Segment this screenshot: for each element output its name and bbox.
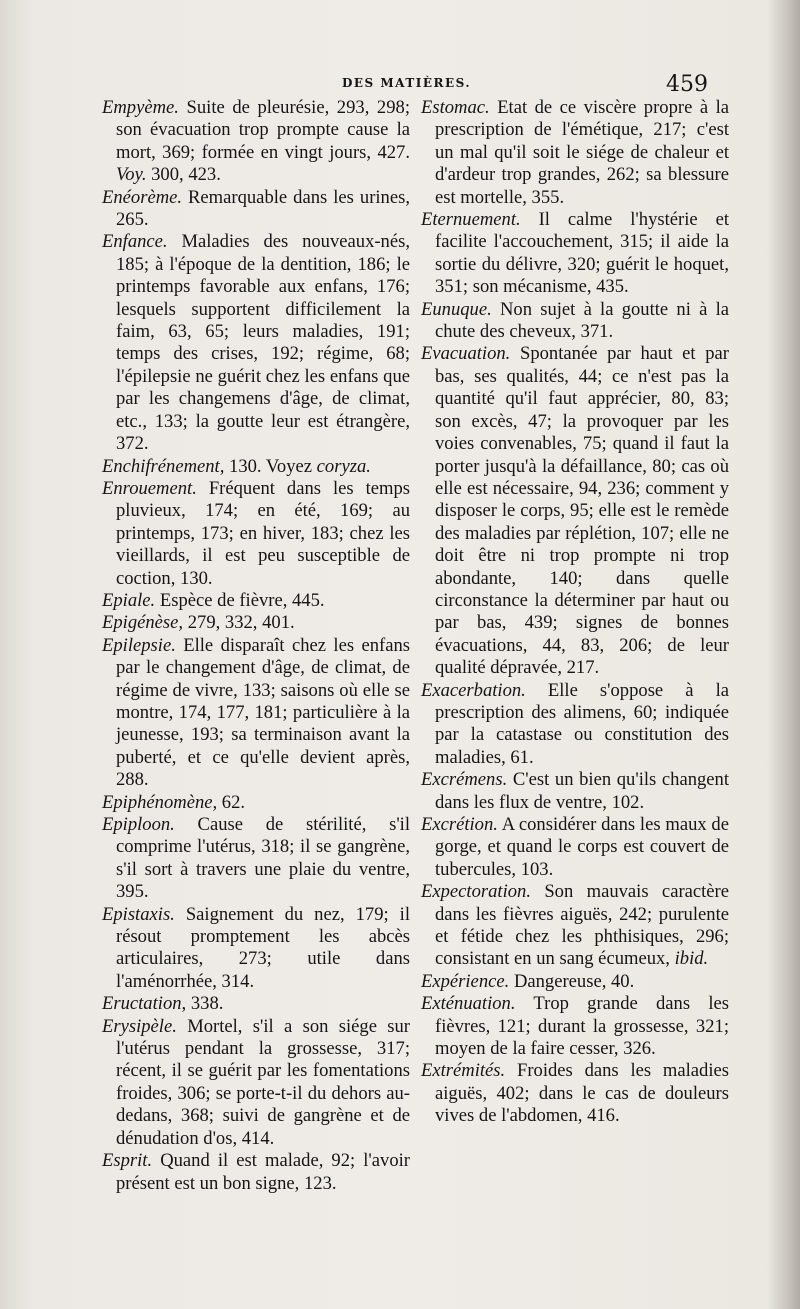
index-term: Exténuation. xyxy=(421,993,516,1015)
index-entry xyxy=(421,881,729,971)
index-entry xyxy=(102,814,410,904)
index-entry xyxy=(102,993,410,1015)
index-term: Epiale. xyxy=(102,589,156,611)
index-entry xyxy=(102,590,410,612)
index-term: Extrémités. xyxy=(421,1060,506,1082)
index-references: Quand il est malade, 92; l'avoir présent est un bon signe, 123. xyxy=(116,1150,410,1194)
index-references: Etat de ce viscère propre à la prescription de l'émétique, 217; c'est un mal qu'il soit le siége de chaleur et d'ardeur trop grandes, 262; sa blessure est mortelle, 355. xyxy=(435,97,729,208)
index-references: Elle disparaît chez les enfans par le changement d'âge, de climat, de régime de vivre, 133; saisons où elle se montre, 174, 177, 181; particulière à la jeunesse, 193; sa terminaison avant la puberté, et ce qu'elle devient après, 288. xyxy=(116,634,410,791)
index-term: Eunuque. xyxy=(421,298,492,320)
index-references: 130. Voyez xyxy=(229,455,313,477)
index-entry xyxy=(421,993,729,1060)
index-references: Remarquable dans les urines, 265. xyxy=(116,186,410,231)
index-term: Esprit. xyxy=(102,1150,153,1172)
index-references: 338. xyxy=(190,993,224,1015)
index-entry xyxy=(102,456,410,478)
index-entry xyxy=(421,299,729,344)
index-entry xyxy=(421,209,729,299)
index-entry xyxy=(102,231,410,455)
index-term: Erysipèle. xyxy=(102,1015,177,1037)
index-entry xyxy=(102,1150,410,1195)
index-entry xyxy=(102,1016,410,1150)
index-references: 279, 332, 401. xyxy=(187,612,295,634)
index-entry xyxy=(102,612,410,634)
index-reference-italic: Voy. xyxy=(116,164,147,186)
index-references: Spontanée par haut et par bas, ses qualités, 44; ce n'est pas la quantité qu'il faut apprécier, 80, 83; son excès, 47; la provoquer par les voies convenables, 75; quand il faut la porter jusqu'à la défaillance, 80; cas où elle est nécessaire, 94, 236; comment y disposer le corps, 95; elle est le remède des maladies par réplétion, 107; elle ne doit être ni trop prompte ni trop abondante, 140; dans quelle circonstance la déterminer par haut ou par bas, 439; signes de bonnes évacuations, 44, 83, 206; de leur qualité dépravée, 217. xyxy=(435,343,729,679)
index-reference-italic: coryza. xyxy=(316,455,371,477)
index-column-left xyxy=(102,97,410,1195)
index-term: Empyème. xyxy=(102,97,179,118)
index-references: Maladies des nouveaux-nés, 185; à l'époque de la dentition, 186; le printemps favorable aux enfans, 176; lesquels supportent difficilement la faim, 63, 65; leurs maladies, 191; temps des crises, 192; régime, 68; l'épilepsie ne guérit chez les enfans que par les changemens d'âge, de climat, etc., 133; la goutte leur est étrangère, 372. xyxy=(116,231,410,455)
index-references: 62. xyxy=(221,791,246,813)
index-term: Enrouement. xyxy=(102,477,197,499)
index-column-right xyxy=(421,97,729,1128)
index-references: Trop grande dans les fièvres, 121; durant la grossesse, 321; moyen de la faire cesser, 326. xyxy=(435,993,729,1060)
index-entry xyxy=(421,814,729,881)
index-references: Suite de pleurésie, 293, 298; son évacuation trop prompte cause la mort, 369; formée en vingt jours, 427. xyxy=(116,97,410,163)
index-entry xyxy=(421,97,729,209)
page-number: 459 xyxy=(666,72,708,97)
index-references: Son mauvais caractère dans les fièvres aiguës, 242; purulente et fétide chez les phthisiques, 296; consistant en un sang écumeux, xyxy=(435,881,730,970)
index-term: Epilepsie. xyxy=(102,634,176,656)
index-references: Cause de stérilité, s'il comprime l'utérus, 318; il se gangrène, s'il sort à travers une plaie du ventre, 395. xyxy=(116,814,410,903)
index-term: Eternuement. xyxy=(421,209,521,231)
index-references: Il calme l'hystérie et facilite l'accouchement, 315; il aide la sortie du délivre, 320; guérit le hoquet, 351; son mécanisme, 435. xyxy=(435,209,729,298)
page-edge-shadow xyxy=(766,0,800,1309)
index-entry xyxy=(421,1060,729,1127)
index-references-continued: 300, 423. xyxy=(151,164,221,186)
index-references: Espèce de fièvre, 445. xyxy=(159,589,325,611)
index-term: Enchifrénement, xyxy=(102,455,225,477)
index-reference-italic: ibid. xyxy=(674,948,709,970)
index-entry xyxy=(421,769,729,814)
index-references: Fréquent dans les temps pluvieux, 174; en été, 169; au printemps, 173; en hiver, 183; chez les vieillards, il est peu susceptible de coction, 130. xyxy=(116,477,410,589)
index-term: Eructation, xyxy=(102,993,187,1015)
index-term: Estomac. xyxy=(421,97,490,118)
index-term: Evacuation. xyxy=(421,343,511,365)
index-entry xyxy=(421,971,729,993)
index-term: Expectoration. xyxy=(421,881,531,903)
index-references: A considérer dans les maux de gorge, et quand le corps est couvert de tubercules, 103. xyxy=(435,814,729,880)
index-references: Dangereuse, 40. xyxy=(513,970,635,992)
index-entry xyxy=(421,343,729,679)
index-term: Excrétion. xyxy=(421,814,498,835)
index-references: Mortel, s'il a son siége sur l'utérus pendant la grossesse, 317; récent, il se guérit par les fomentations froides, 306; se porte-t-il du dehors au-dedans, 368; suivi de gangrène et de dénudation d'os, 414. xyxy=(116,1015,410,1149)
index-references: Elle s'oppose à la prescription des alimens, 60; indiquée par la catastase ou constitution des maladies, 61. xyxy=(435,679,729,768)
index-references: Saignement du nez, 179; il résout promptement les abcès articulaires, 273; utile dans l'aménorrhée, 314. xyxy=(116,903,411,992)
index-entry xyxy=(102,187,410,232)
index-term: Exacerbation. xyxy=(421,679,526,701)
index-entry xyxy=(102,792,410,814)
index-term: Epiphénomène, xyxy=(102,791,218,813)
index-term: Excrémens. xyxy=(421,769,508,791)
index-term: Epigénèse, xyxy=(102,612,184,634)
index-entry xyxy=(102,904,410,994)
index-term: Expérience. xyxy=(421,970,510,992)
index-term: Enfance. xyxy=(102,231,168,253)
running-head: DES MATIÈRES. xyxy=(342,76,472,90)
index-term: Epistaxis. xyxy=(102,903,175,925)
index-references: Non sujet à la goutte ni à la chute des cheveux, 371. xyxy=(435,298,729,343)
index-term: Enéorème. xyxy=(102,186,183,208)
index-references: Froides dans les maladies aiguës, 402; dans le cas de douleurs vives de l'abdomen, 416. xyxy=(435,1060,729,1127)
index-term: Epiploon. xyxy=(102,814,175,835)
index-entry xyxy=(102,635,410,792)
index-entry xyxy=(102,478,410,590)
index-entry xyxy=(102,97,410,187)
index-references: C'est un bien qu'ils changent dans les flux de ventre, 102. xyxy=(435,769,730,813)
index-entry xyxy=(421,680,729,770)
